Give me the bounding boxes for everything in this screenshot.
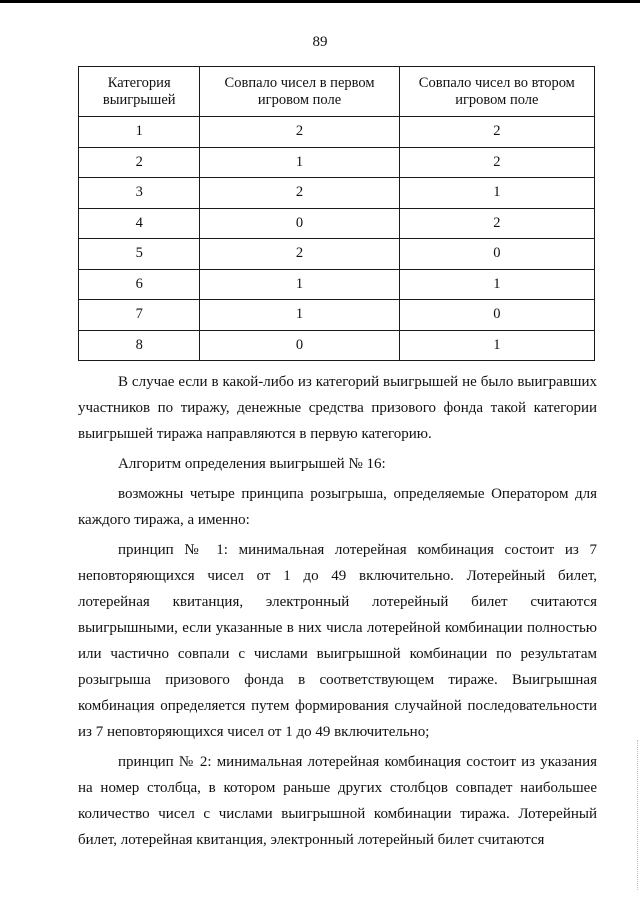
second-field-cell: 1 xyxy=(399,178,594,209)
second-field-cell: 0 xyxy=(399,239,594,270)
category-cell: 3 xyxy=(79,178,200,209)
header-category: Категория выигрышей xyxy=(79,67,200,117)
category-cell: 8 xyxy=(79,330,200,361)
second-field-cell: 1 xyxy=(399,330,594,361)
scan-edge-mark xyxy=(635,740,638,890)
top-border-line xyxy=(0,0,640,3)
second-field-cell: 2 xyxy=(399,117,594,148)
paragraph-four-principles: возможны четыре принципа розыгрыша, определяемые Оператором для каждого тиража, а именно: xyxy=(78,486,597,528)
first-field-cell: 1 xyxy=(200,300,399,331)
category-cell: 1 xyxy=(79,117,200,148)
first-field-cell: 2 xyxy=(200,178,399,209)
first-field-cell: 2 xyxy=(200,117,399,148)
category-cell: 7 xyxy=(79,300,200,331)
paragraph-algorithm-title: Алгоритм определения выигрышей № 16: xyxy=(118,456,386,472)
table-row xyxy=(79,117,595,148)
first-field-cell: 0 xyxy=(200,208,399,239)
prize-categories-table xyxy=(78,66,595,361)
category-cell: 2 xyxy=(79,147,200,178)
header-second-field: Совпало чисел во втором игровом поле xyxy=(399,67,594,117)
table-row xyxy=(79,208,595,239)
paragraph-principle-2: принцип № 2: минимальная лотерейная комбинация состоит из указания на номер столбца, в котором раньше других столбцов совпадет наибольшее количество чисел с числами выигрышной комбинации тиража. Лотерейный билет, лотерейная квитанция, электронный лотерейный билет считаются xyxy=(78,754,597,848)
first-field-cell: 2 xyxy=(200,239,399,270)
second-field-cell: 0 xyxy=(399,300,594,331)
table-header-row xyxy=(79,67,595,117)
header-first-field: Совпало чисел в первом игровом поле xyxy=(200,67,399,117)
table-row xyxy=(79,147,595,178)
paragraph-principle-1: принцип № 1: минимальная лотерейная комбинация состоит из 7 неповторяющихся чисел от 1 до 49 включительно. Лотерейный билет, лотерейная квитанция, электронный лотерейный билет считаются выигрышными, если указанные в них числа лотерейной комбинации полностью или частично совпали с числами выигрышной комбинации по результатам розыгрыша призового фонда в соответствующем тираже. Выигрышная комбинация определяется путем формирования случайной последовательности из 7 неповторяющихся чисел от 1 до 49 включительно; xyxy=(78,542,597,740)
second-field-cell: 1 xyxy=(399,269,594,300)
second-field-cell: 2 xyxy=(399,147,594,178)
paragraph-no-winners: В случае если в какой-либо из категорий выигрышей не было выигравших участников по тиражу, денежные средства призового фонда такой категории выигрышей тиража направляются в первую категорию. xyxy=(78,374,597,442)
table-row xyxy=(79,269,595,300)
table-row xyxy=(79,330,595,361)
category-cell: 5 xyxy=(79,239,200,270)
first-field-cell: 1 xyxy=(200,147,399,178)
page-number: 89 xyxy=(312,34,328,50)
table-row xyxy=(79,178,595,209)
category-cell: 4 xyxy=(79,208,200,239)
second-field-cell: 2 xyxy=(399,208,594,239)
table-row xyxy=(79,300,595,331)
first-field-cell: 1 xyxy=(200,269,399,300)
body-text xyxy=(78,369,597,853)
table-row xyxy=(79,239,595,270)
first-field-cell: 0 xyxy=(200,330,399,361)
category-cell: 6 xyxy=(79,269,200,300)
